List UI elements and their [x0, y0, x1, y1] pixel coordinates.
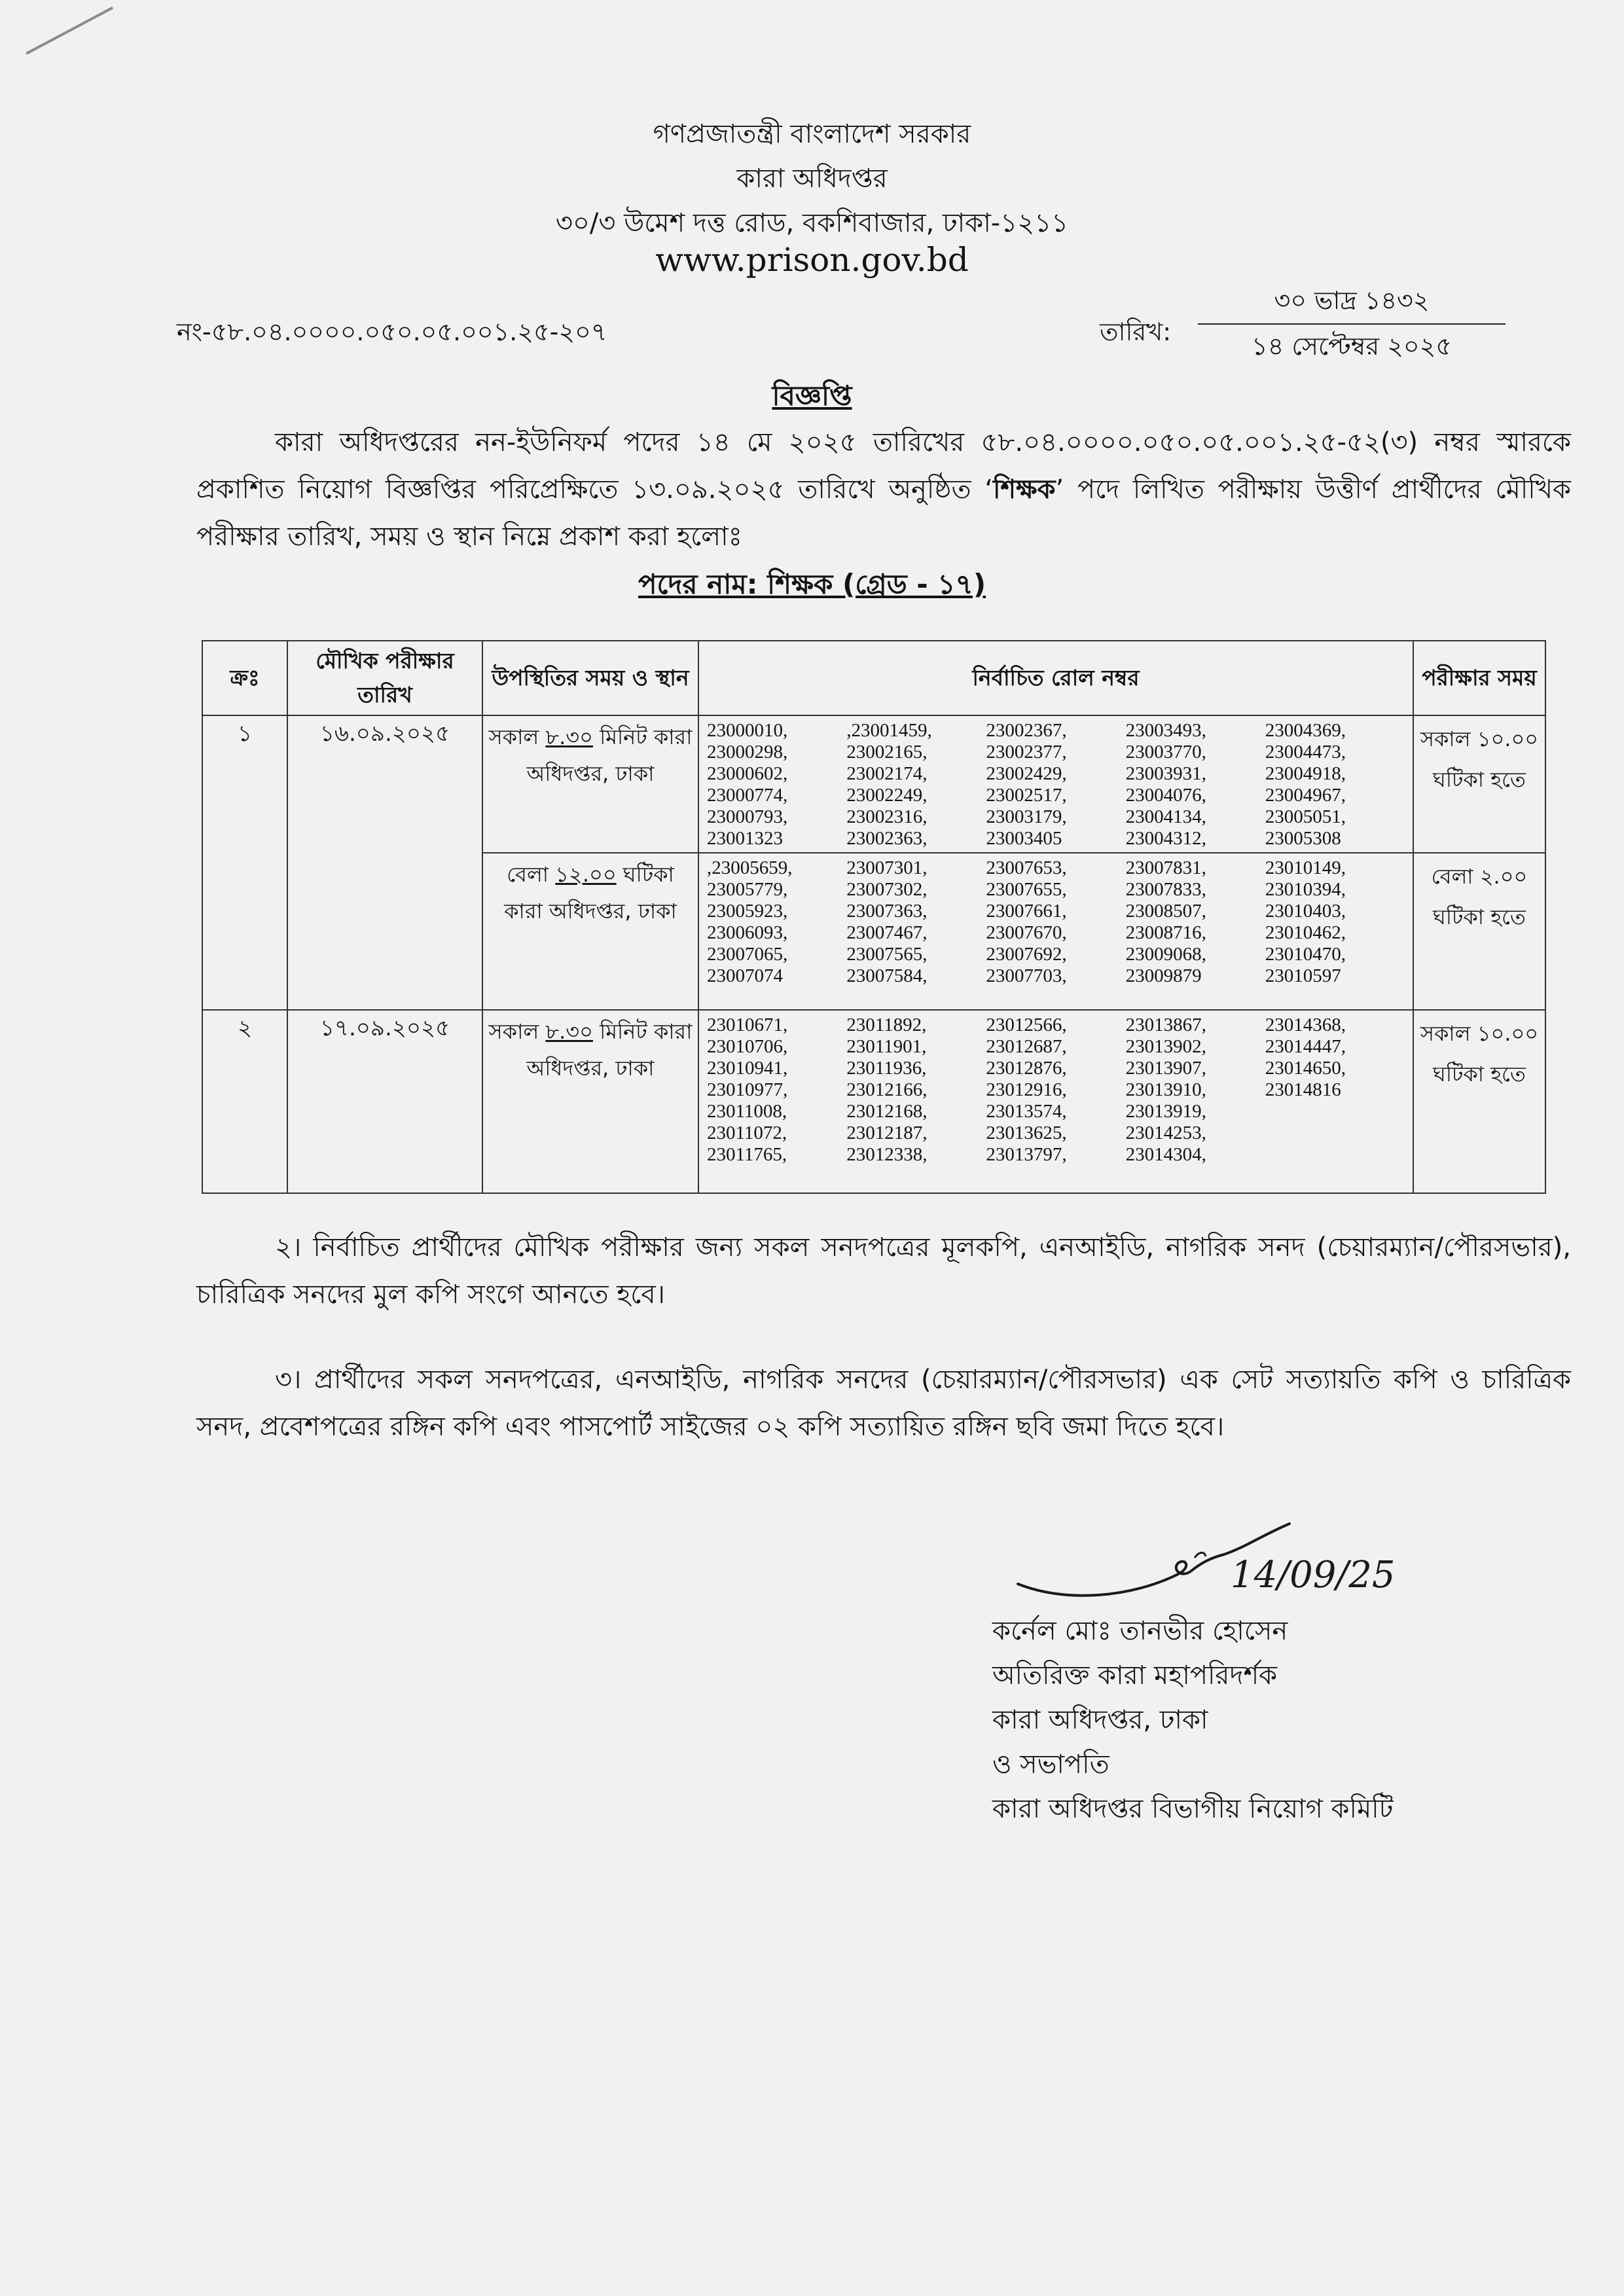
roll-number: 23014816: [1265, 1079, 1341, 1100]
roll-number: 23011008,: [707, 1101, 787, 1122]
roll-number: 23012338,: [846, 1144, 928, 1165]
roll-number: 23004369,: [1265, 720, 1346, 741]
instruction-2: ২। নির্বাচিত প্রার্থীদের মৌখিক পরীক্ষার জন্য সকল সনদপত্রের মূলকপি, এনআইডি, নাগরিক সনদ (চেয়ারম্যান/পৌরসভার), চারিত্রিক সনদের মুল কপি সংগে আনতে হবে।: [196, 1232, 1571, 1310]
roll-number: 23007065,: [707, 944, 788, 965]
govt-name: গণপ্রজাতন্ত্রী বাংলাদেশ সরকার: [653, 119, 971, 149]
roll-number: 23001323: [707, 828, 783, 849]
exam-time: সকাল ১০.০০ ঘটিকা হতে: [1413, 1010, 1545, 1193]
roll-number: 23007584,: [846, 965, 928, 986]
roll-number: 23003405: [986, 828, 1062, 849]
roll-number: 23003493,: [1125, 720, 1206, 741]
roll-number: 23010470,: [1265, 944, 1346, 965]
signatory-designation: অতিরিক্ত কারা মহাপরিদর্শক: [992, 1660, 1278, 1691]
roll-number: 23012876,: [986, 1058, 1067, 1079]
roll-number: 23003931,: [1125, 763, 1206, 784]
roll-number: 23004918,: [1265, 763, 1346, 784]
roll-number: 23010597: [1265, 965, 1341, 986]
roll-number: 23002316,: [846, 806, 928, 827]
roll-number: 23002165,: [846, 742, 928, 762]
roll-number: [1265, 1122, 1405, 1144]
roll-number: 23014253,: [1125, 1122, 1206, 1143]
signature-image: [1015, 1518, 1407, 1604]
roll-number: 23007655,: [986, 879, 1067, 900]
attendance-time-place: বেলা ১২.০০ ঘটিকা কারা অধিদপ্তর, ঢাকা: [482, 853, 698, 1010]
roll-number: 23012916,: [986, 1079, 1067, 1100]
roll-number: 23005051,: [1265, 806, 1346, 827]
attendance-time-place: সকাল ৮.৩০ মিনিট কারা অধিদপ্তর, ঢাকা: [482, 715, 698, 853]
roll-number: 23014447,: [1265, 1036, 1346, 1057]
roll-number: 23008507,: [1125, 901, 1206, 922]
header-exam-time: পরীক্ষার সময়: [1413, 641, 1545, 715]
attendance-time-place: সকাল ৮.৩০ মিনিট কারা অধিদপ্তর, ঢাকা: [482, 1010, 698, 1193]
exam-time: সকাল ১০.০০ ঘটিকা হতে: [1413, 715, 1545, 853]
header-rolls: নির্বাচিত রোল নম্বর: [698, 641, 1413, 715]
attendance-time: ৮.৩০: [545, 725, 593, 749]
roll-number: ,23005659,: [707, 857, 793, 878]
roll-number: 23013797,: [986, 1144, 1067, 1165]
roll-number: 23004967,: [1265, 785, 1346, 806]
roll-number: 23002174,: [846, 763, 928, 784]
date-bangla: ৩০ ভাদ্র ১৪৩২: [1274, 286, 1430, 315]
signatory-role: ও সভাপতি: [992, 1749, 1110, 1780]
roll-number: 23011901,: [846, 1036, 927, 1057]
roll-number: 23004076,: [1125, 785, 1206, 806]
website-link[interactable]: www.prison.gov.bd: [655, 241, 969, 279]
roll-number: 23014368,: [1265, 1014, 1346, 1035]
roll-number: 23009879: [1125, 965, 1202, 986]
signatory-block: [992, 1609, 1393, 1831]
roll-number: 23012566,: [986, 1014, 1067, 1035]
roll-number: 23007301,: [846, 857, 928, 878]
roll-number: [1265, 1144, 1405, 1166]
roll-number: [1265, 1101, 1405, 1122]
roll-number: 23010462,: [1265, 922, 1346, 943]
table-header-row: [202, 641, 1545, 715]
date-english: ১৪ সেপ্টেম্বর ২০২৫: [1252, 332, 1452, 361]
roll-number: 23010403,: [1265, 901, 1346, 922]
roll-number: 23008716,: [1125, 922, 1206, 943]
exam-time: বেলা ২.০০ ঘটিকা হতে: [1413, 853, 1545, 1010]
roll-number: ,23001459,: [846, 720, 932, 741]
roll-number: 23005308: [1265, 828, 1341, 849]
roll-number: 23007467,: [846, 922, 928, 943]
roll-table: [202, 640, 1546, 1194]
roll-number: 23012168,: [846, 1101, 928, 1122]
roll-number: 23010706,: [707, 1036, 788, 1057]
intro-paragraph: কারা অধিদপ্তরের নন-ইউনিফর্ম পদের ১৪ মে ২০২৫ তারিখের ৫৮.০৪.০০০০.০৫০.০৫.০০১.২৫-৫২(৩) নম্বর স্মারকে প্রকাশিত নিয়োগ বিজ্ঞপ্তির পরিপ্রেক্ষিতে ১৩.০৯.২০২৫ তারিখে অনুষ্ঠিত ‘শিক্ষক’ পদে লিখিত পরীক্ষায় উত্তীর্ণ প্রার্থীদের মৌখিক পরীক্ষার তারিখ, সময় ও স্থান নিম্নে প্রকাশ করা হলোঃ: [196, 427, 1571, 552]
roll-number: 23006093,: [707, 922, 788, 943]
signatory-office: কারা অধিদপ্তর, ঢাকা: [992, 1705, 1208, 1735]
roll-number: 23013910,: [1125, 1079, 1206, 1100]
roll-number: 23007833,: [1125, 879, 1206, 900]
roll-number: 23010149,: [1265, 857, 1346, 878]
scan-mark: [26, 7, 113, 55]
roll-number: 23004312,: [1125, 828, 1206, 849]
roll-number: 23003770,: [1125, 742, 1206, 762]
roll-number: 23010394,: [1265, 879, 1346, 900]
roll-number: 23002377,: [986, 742, 1067, 762]
roll-number: 23012166,: [846, 1079, 928, 1100]
viva-date: ১৭.০৯.২০২৫: [287, 1010, 482, 1193]
roll-number: 23007363,: [846, 901, 928, 922]
signature-date: 14/09/25: [1231, 1554, 1396, 1596]
roll-number: 23007565,: [846, 944, 928, 965]
roll-number: 23003179,: [986, 806, 1067, 827]
roll-number: 23011072,: [707, 1122, 787, 1143]
roll-number: 23009068,: [1125, 944, 1206, 965]
memo-number: নং-৫৮.০৪.০০০০.০৫০.০৫.০০১.২৫-২০৭: [177, 317, 607, 346]
roll-number: 23013625,: [986, 1122, 1067, 1143]
roll-number: 23007653,: [986, 857, 1067, 878]
roll-number: 23007692,: [986, 944, 1067, 965]
serial-number: ২: [202, 1010, 287, 1193]
roll-number: 23007831,: [1125, 857, 1206, 878]
roll-number: 23005779,: [707, 879, 788, 900]
signatory-name: কর্নেল মোঃ তানভীর হোসেন: [992, 1616, 1288, 1646]
viva-date: ১৬.০৯.২০২৫: [287, 715, 482, 1010]
roll-number: 23004134,: [1125, 806, 1206, 827]
roll-numbers: [698, 853, 1413, 1010]
roll-number: 23012187,: [846, 1122, 928, 1143]
roll-number: 23000010,: [707, 720, 788, 741]
roll-number: 23013867,: [1125, 1014, 1206, 1035]
roll-number: 23007302,: [846, 879, 928, 900]
date-label: তারিখ:: [1100, 317, 1172, 346]
attendance-time: ১২.০০: [555, 862, 617, 887]
department-name: কারা অধিদপ্তর: [736, 164, 888, 194]
table-row: [202, 1010, 1545, 1193]
post-title: পদের নাম: শিক্ষক (গ্রেড - ১৭): [638, 568, 986, 600]
roll-numbers: [698, 1010, 1413, 1193]
roll-number: 23007074: [707, 965, 783, 986]
roll-number: 23010671,: [707, 1014, 788, 1035]
serial-number: ১: [202, 715, 287, 1010]
table-row: [202, 715, 1545, 853]
roll-number: 23012687,: [986, 1036, 1067, 1057]
date-divider: [1198, 323, 1506, 325]
header-date: মৌখিক পরীক্ষার তারিখ: [287, 641, 482, 715]
roll-numbers: [698, 715, 1413, 853]
roll-number: 23002517,: [986, 785, 1067, 806]
roll-number: 23002429,: [986, 763, 1067, 784]
post-name: শিক্ষক: [992, 475, 1056, 505]
department-address: ৩০/৩ উমেশ দত্ত রোড, বকশিবাজার, ঢাকা-১২১১: [555, 208, 1069, 238]
instruction-3: ৩। প্রার্থীদের সকল সনদপত্রের, এনআইডি, নাগরিক সনদের (চেয়ারম্যান/পৌরসভার) এক সেট সত্যায়তি কপি ও চারিত্রিক সনদ, প্রবেশপত্রের রঙ্গিন কপি এবং পাসপোর্ট সাইজের ০২ কপি সত্যায়িত রঙ্গিন ছবি জমা দিতে হবে।: [196, 1365, 1571, 1442]
roll-number: 23004473,: [1265, 742, 1346, 762]
roll-number: 23011892,: [846, 1014, 927, 1035]
roll-number: 23007703,: [986, 965, 1067, 986]
roll-number: 23007661,: [986, 901, 1067, 922]
roll-number: 23014304,: [1125, 1144, 1206, 1165]
header-sn: ক্রঃ: [202, 641, 287, 715]
notice-title: বিজ্ঞপ্তি: [772, 380, 852, 412]
roll-number: 23000602,: [707, 763, 788, 784]
roll-number: 23013574,: [986, 1101, 1067, 1122]
roll-number: 23000774,: [707, 785, 788, 806]
roll-number: 23002249,: [846, 785, 928, 806]
attendance-time: ৮.৩০: [545, 1019, 593, 1044]
roll-number: 23002363,: [846, 828, 928, 849]
roll-number: 23000298,: [707, 742, 788, 762]
roll-number: 23013919,: [1125, 1101, 1206, 1122]
roll-number: 23011936,: [846, 1058, 927, 1079]
roll-number: 23010941,: [707, 1058, 788, 1079]
roll-number: 23000793,: [707, 806, 788, 827]
signatory-committee: কারা অধিদপ্তর বিভাগীয় নিয়োগ কমিটি: [992, 1794, 1394, 1824]
roll-number: 23002367,: [986, 720, 1067, 741]
roll-number: 23007670,: [986, 922, 1067, 943]
roll-number: 23010977,: [707, 1079, 788, 1100]
roll-number: 23005923,: [707, 901, 788, 922]
roll-number: 23013907,: [1125, 1058, 1206, 1079]
roll-number: 23013902,: [1125, 1036, 1206, 1057]
roll-number: 23011765,: [707, 1144, 787, 1165]
roll-number: 23014650,: [1265, 1058, 1346, 1079]
header-place: উপস্থিতির সময় ও স্থান: [482, 641, 698, 715]
